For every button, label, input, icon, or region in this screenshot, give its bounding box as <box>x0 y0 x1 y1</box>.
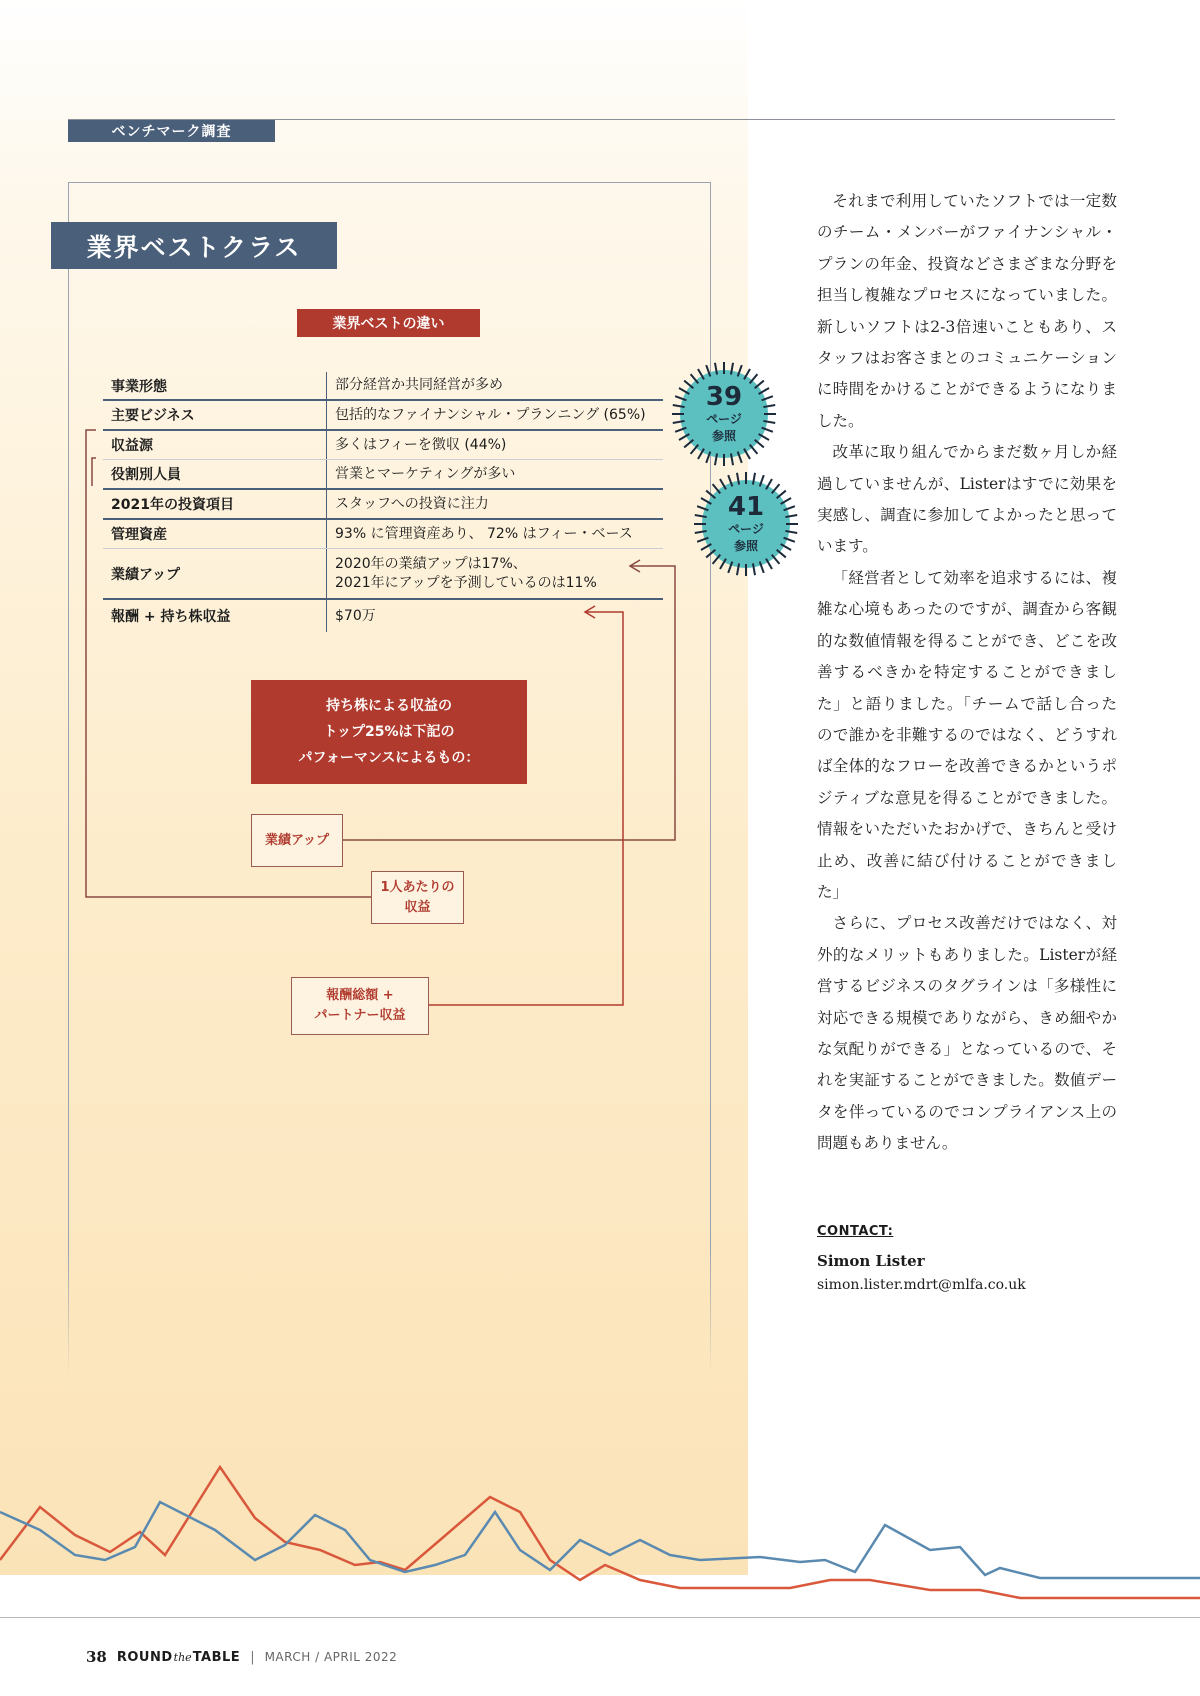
table-row <box>103 460 663 490</box>
section-tag: ベンチマーク調査 <box>68 120 275 142</box>
flow-box-label: パートナー収益 <box>314 1008 406 1023</box>
body-paragraph: それまで利用していたソフトでは一定数のチーム・メンバーがファイナンシャル・プランの年金、投資などさまざまな分野を担当し複雑なプロセスになっていました。新しいソフトは2-3倍速いこともあり、スタッフはお客さまとのコミュニケーションに時間をかけることができるようになりました。 <box>817 192 1117 430</box>
flow-box-label: 収益 <box>404 899 431 915</box>
row-label: 主要ビジネス <box>103 401 327 429</box>
badge-label: 参照 <box>711 429 736 443</box>
infographic-fade <box>66 1250 712 1390</box>
row-value <box>327 549 663 598</box>
badge-label: 参照 <box>733 539 758 553</box>
badge-number: 41 <box>727 492 765 522</box>
row-value: $70万 <box>335 607 376 624</box>
flow-main-box <box>251 680 527 784</box>
row-value: 部分経営か共同経営が多め <box>335 377 503 393</box>
decorative-waves <box>0 1450 1200 1610</box>
row-value: 営業とマーケティングが多い <box>335 465 516 482</box>
table-row <box>103 372 663 401</box>
contact-email[interactable]: simon.lister.mdrt@mlfa.co.uk <box>817 1277 1026 1293</box>
flow-box-growth <box>251 814 343 867</box>
body-paragraph: 改革に取り組んでからまだ数ヶ月しか経過していませんが、Listerはすでに効果を実感し、調査に参加してよかったと思っています。 <box>817 443 1117 556</box>
contact-name: Simon Lister <box>817 1252 925 1270</box>
table-row <box>103 600 663 632</box>
page-number: 38 <box>86 1648 107 1666</box>
flow-main-line: パフォーマンスによるもの： <box>298 750 480 766</box>
flow-main-line: トップ25%は下記の <box>323 724 455 740</box>
row-value: 包括的なファイナンシャル・プランニング (65%) <box>335 406 646 423</box>
infographic-title: 業界ベストクラス <box>51 222 337 269</box>
body-paragraph: さらに、プロセス改善だけではなく、対外的なメリットもありました。Listerが経営するビジネスのタグラインは「多様性に対応できる規模でありながら、きめ細やかな気配りができる」となっているので、それを実証することができました。数値データを伴っているのでコンプライアンス上の問題もありません。 <box>817 914 1117 1153</box>
issue-date: MARCH / APRIL 2022 <box>264 1650 398 1664</box>
brand-table: TABLE <box>192 1649 241 1665</box>
row-label: 役割別人員 <box>103 460 327 488</box>
page-reference-badge[interactable] <box>688 466 804 582</box>
badge-number: 39 <box>705 382 743 412</box>
row-label: 管理資産 <box>103 520 327 548</box>
row-value: 多くはフィーを徴収 (44%) <box>335 436 507 453</box>
flow-main-line: 持ち株による収益の <box>326 698 452 714</box>
flow-box-compensation <box>291 977 429 1035</box>
table-row <box>103 490 663 520</box>
badge-label: ページ <box>706 412 742 426</box>
table-row <box>103 549 663 600</box>
badge-label: ページ <box>728 522 764 536</box>
flow-box-label: 報酬総額 + <box>326 988 394 1003</box>
row-value: 93% に管理資産あり、 72% はフィー・ベース <box>335 525 633 542</box>
flow-box-label: 1人あたりの <box>380 879 455 895</box>
contact-label: CONTACT: <box>817 1224 894 1239</box>
row-label: 収益源 <box>103 431 327 459</box>
table-row <box>103 520 663 549</box>
row-label: 2021年の投資項目 <box>103 490 327 518</box>
footer-separator: | <box>250 1649 255 1665</box>
row-value: スタッフへの投資に注力 <box>335 495 489 512</box>
page-footer <box>86 1648 397 1666</box>
row-label: 報酬 + 持ち株収益 <box>103 600 327 632</box>
table-row <box>103 401 663 431</box>
infographic-subtitle: 業界ベストの違い <box>297 309 480 337</box>
row-value-line: 2020年の業績アップは17%、 <box>335 555 527 572</box>
wave-red <box>0 1467 1200 1598</box>
row-label: 事業形態 <box>103 372 327 399</box>
footer-rule <box>0 1617 1200 1618</box>
article-body <box>817 186 1117 1160</box>
flow-box-label: 業績アップ <box>264 832 330 848</box>
body-paragraph: 「経営者として効率を追求するには、複雑な心境もあったのですが、調査から客観的な数値情報を得ることができ、どこを改善するべきかを特定することができました」と語りました。「チームで話し合ったので誰かを非難するのではなく、どうすれば全体的なフローを改善できるかというポジティブな意見を得ることができました。情報をいただいたおかげで、きちんと受け止め、改善に結び付けることができました」 <box>817 568 1117 901</box>
row-label: 業績アップ <box>103 549 327 598</box>
comparison-table <box>103 372 663 632</box>
page-reference-badge[interactable] <box>666 356 782 472</box>
brand-the: the <box>173 1650 192 1664</box>
table-row <box>103 431 663 460</box>
row-value-line: 2021年にアップを予測しているのは11% <box>335 574 597 591</box>
flow-box-revenue-per-person <box>371 871 464 924</box>
brand-round: ROUND <box>116 1649 173 1665</box>
